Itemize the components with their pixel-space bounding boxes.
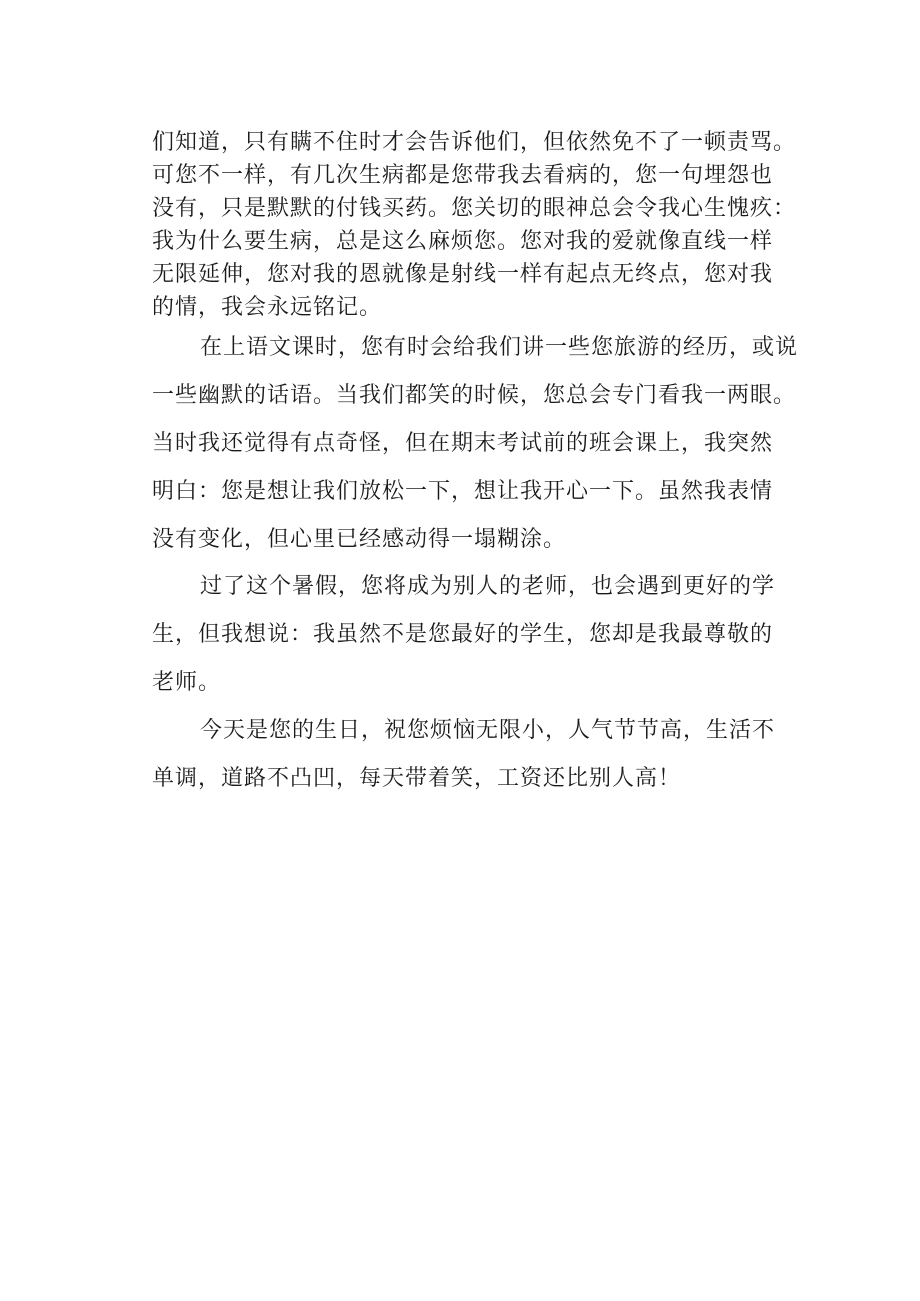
paragraph-line: 今天是您的生日，祝您烦恼无限小，人气节节高，生活不 — [200, 718, 776, 743]
paragraph-line: 在上语文课时，您有时会给我们讲一些您旅游的经历，或说 — [200, 335, 799, 360]
paragraph-line: 的情，我会永远铭记。 — [152, 295, 383, 320]
paragraph-line: 可您不一样，有几次生病都是您带我去看病的，您一句埋怨也 — [152, 163, 774, 188]
paragraph-2 — [152, 324, 799, 564]
paragraph-line: 当时我还觉得有点奇怪，但在期末考试前的班会课上，我突然 — [152, 431, 774, 456]
paragraph-3 — [152, 563, 792, 707]
paragraph-1 — [152, 126, 797, 324]
paragraph-4 — [152, 707, 792, 803]
paragraph-line: 老师。 — [152, 670, 222, 695]
paragraph-line: 明白：您是想让我们放松一下，想让我开心一下。虽然我表情 — [152, 479, 774, 504]
paragraph-line: 无限延伸，您对我的恩就像是射线一样有起点无终点，您对我 — [152, 262, 774, 287]
paragraph-line: 们知道，只有瞒不住时才会告诉他们，但依然免不了一顿责骂。 — [152, 130, 797, 155]
paragraph-line: 过了这个暑假，您将成为别人的老师，也会遇到更好的学 — [200, 574, 776, 599]
paragraph-line: 生，但我想说：我虽然不是您最好的学生，您却是我最尊敬的 — [152, 622, 774, 647]
paragraph-line: 我为什么要生病，总是这么麻烦您。您对我的爱就像直线一样 — [152, 229, 774, 254]
paragraph-line: 没有变化，但心里已经感动得一塌糊涂。 — [152, 527, 567, 552]
paragraph-line: 没有，只是默默的付钱买药。您关切的眼神总会令我心生愧疚： — [152, 196, 797, 221]
paragraph-line: 一些幽默的话语。当我们都笑的时候，您总会专门看我一两眼。 — [152, 383, 797, 408]
paragraph-line: 单调，道路不凸凹，每天带着笑，工资还比别人高！ — [152, 766, 682, 791]
